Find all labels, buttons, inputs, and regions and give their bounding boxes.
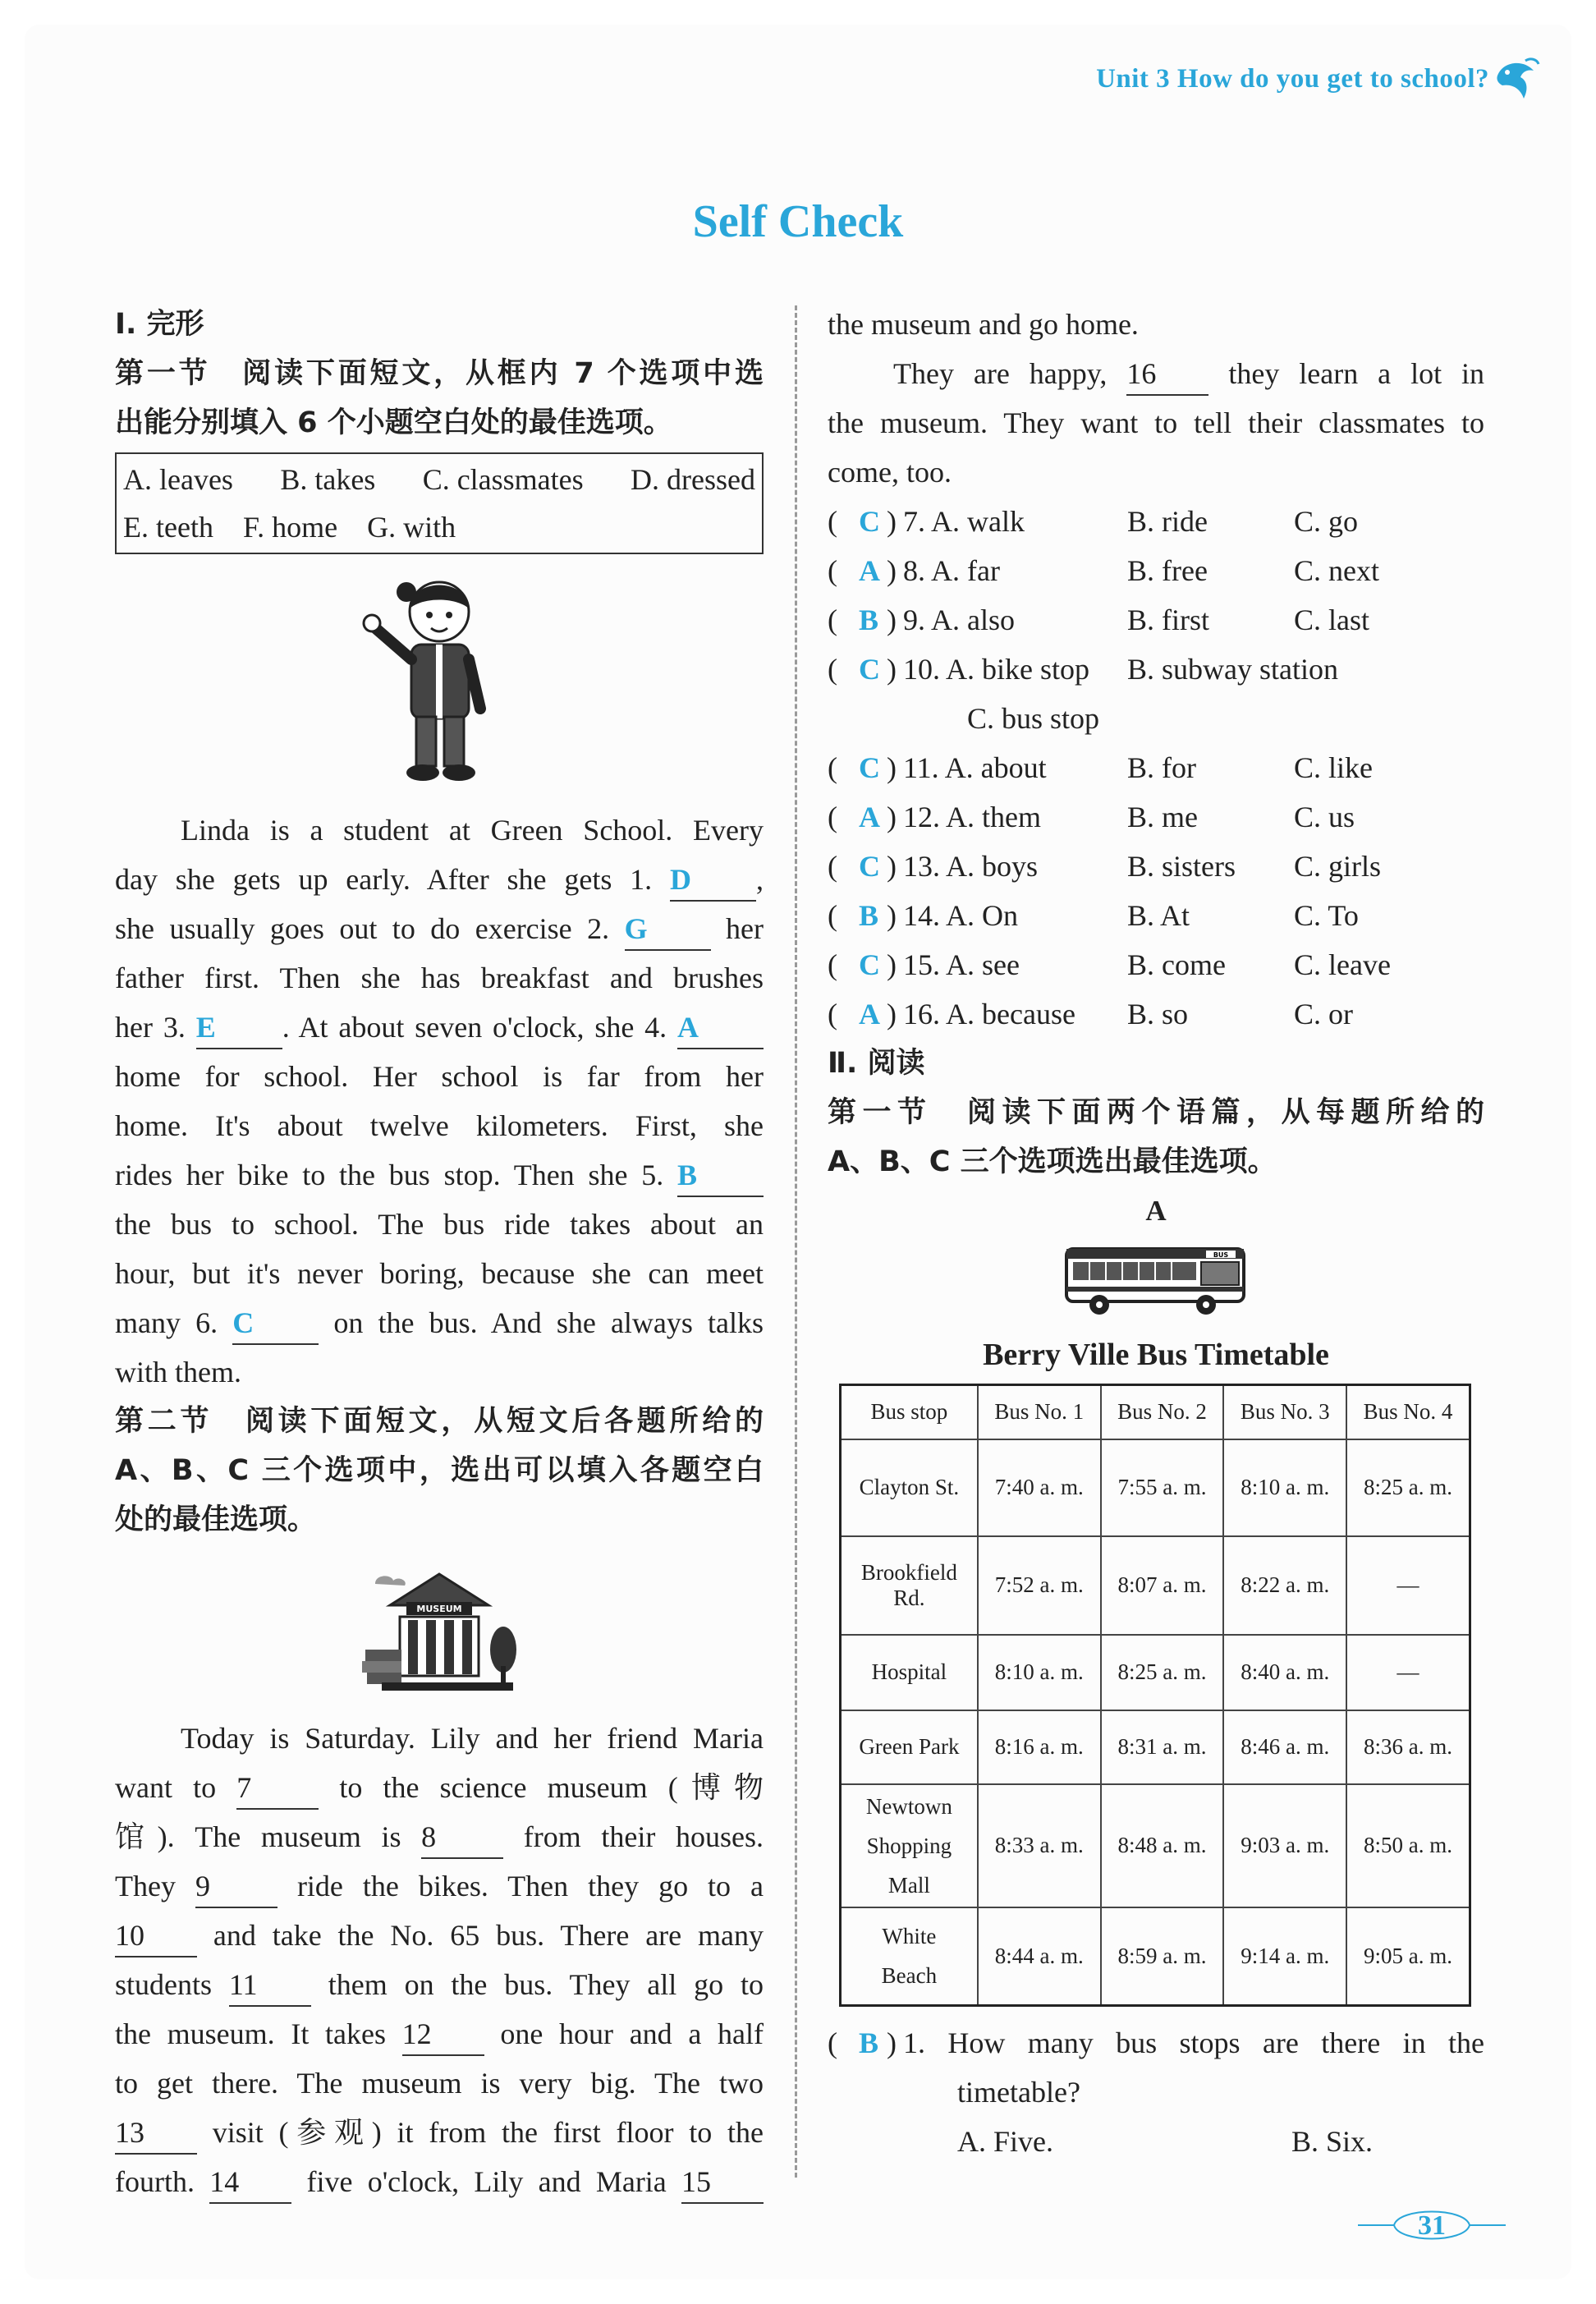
p2-line10: fourth. 14 five o'clock, Lily and Maria 15 bbox=[115, 2157, 764, 2206]
fish-logo-icon bbox=[1491, 51, 1540, 108]
table-row bbox=[841, 1784, 1470, 1907]
p2-continue-line1: the museum and go home. bbox=[828, 308, 1139, 341]
time-cell: 8:10 a. m. bbox=[978, 1635, 1101, 1710]
page-number-text: 31 bbox=[1418, 2210, 1446, 2241]
answer-blank-5[interactable]: B bbox=[677, 1154, 764, 1197]
part2-instruction-line3: 处的最佳选项。 bbox=[115, 1503, 317, 1536]
answer-10: C bbox=[859, 653, 880, 686]
blank-10[interactable]: 10 bbox=[115, 1915, 197, 1957]
timetable-header-row bbox=[841, 1385, 1470, 1439]
option-12b[interactable]: B. me bbox=[1127, 801, 1198, 833]
time-cell: 8:16 a. m. bbox=[978, 1710, 1101, 1784]
part2-instruction-line2: A、B、C 三个选项中，选出可以填入各题空白 bbox=[115, 1454, 764, 1487]
time-cell: 9:03 a. m. bbox=[1223, 1784, 1346, 1907]
blank-11[interactable]: 11 bbox=[229, 1964, 311, 2007]
answer-blank-2[interactable]: G bbox=[625, 908, 711, 951]
time-cell: — bbox=[1346, 1635, 1470, 1710]
option-14c[interactable]: C. To bbox=[1294, 899, 1359, 932]
left-column bbox=[115, 300, 764, 2206]
option-13a[interactable]: A. boys bbox=[946, 850, 1039, 883]
unit-header: Unit 3 How do you get to school? bbox=[1096, 64, 1489, 94]
p1-line11: many 6. C on the bus. And she always talks bbox=[115, 1298, 764, 1347]
answer-r1: B bbox=[859, 2026, 879, 2059]
passage-a-label: A bbox=[1145, 1195, 1167, 1227]
option-8a[interactable]: A. far bbox=[931, 554, 1000, 587]
option-9a[interactable]: A. also bbox=[931, 604, 1016, 636]
option-16a[interactable]: A. because bbox=[946, 998, 1075, 1030]
option-d: D. dressed bbox=[631, 463, 755, 496]
time-cell: 8:33 a. m. bbox=[978, 1784, 1101, 1907]
question-9: ( B ) 9. A. also B. first C. last bbox=[828, 595, 1484, 645]
girl-illustration bbox=[357, 569, 521, 791]
bus-timetable bbox=[839, 1384, 1471, 2007]
answer-blank-4[interactable]: A bbox=[677, 1007, 764, 1049]
p1-line3: she usually goes out to do exercise 2. G her bbox=[115, 904, 764, 953]
time-cell: 7:55 a. m. bbox=[1101, 1439, 1224, 1536]
time-cell: 8:07 a. m. bbox=[1101, 1536, 1224, 1635]
option-7b[interactable]: B. ride bbox=[1127, 505, 1208, 538]
time-cell: — bbox=[1346, 1536, 1470, 1635]
p2-line4: They 9 ride the bikes. Then they go to a bbox=[115, 1861, 764, 1911]
p2-continue-line3: the museum. They want to tell their classmates to bbox=[828, 406, 1484, 439]
p2-continue-line4: come, too. bbox=[828, 456, 952, 489]
option-13c[interactable]: C. girls bbox=[1294, 850, 1382, 883]
option-r1b[interactable]: B. Six. bbox=[1291, 2125, 1374, 2158]
time-cell: 7:52 a. m. bbox=[978, 1536, 1101, 1635]
page-number bbox=[1358, 2201, 1506, 2250]
header-bus-stop: Bus stop bbox=[841, 1385, 978, 1439]
time-cell: 8:36 a. m. bbox=[1346, 1710, 1470, 1784]
column-divider bbox=[795, 305, 797, 2178]
stop-name: Green Park bbox=[841, 1710, 978, 1784]
option-f: F. home bbox=[242, 511, 338, 544]
section1-heading: Ⅰ. 完形 bbox=[115, 308, 204, 341]
p1-line1: Linda is a student at Green School. Every bbox=[181, 814, 764, 847]
question-15: ( C ) 15. A. see B. come C. leave bbox=[828, 940, 1484, 989]
answer-12: A bbox=[859, 801, 880, 833]
question-list bbox=[828, 497, 1484, 1039]
time-cell: 8:25 a. m. bbox=[1101, 1635, 1224, 1710]
table-row bbox=[841, 1439, 1470, 1536]
blank-14[interactable]: 14 bbox=[209, 2161, 291, 2204]
stop-name: Newtown Shopping Mall bbox=[841, 1784, 978, 1907]
question-11: ( C ) 11. A. about B. for C. like bbox=[828, 743, 1484, 792]
museum-illustration bbox=[357, 1559, 521, 1699]
option-a: A. leaves bbox=[123, 463, 233, 496]
reading-question-1: ( B ) 1. How many bus stops are there in the bbox=[828, 2018, 1484, 2068]
p1-line8: rides her bike to the bus stop. Then she 5. B bbox=[115, 1150, 764, 1200]
p1-line9: the bus to school. The bus ride takes about an bbox=[115, 1208, 764, 1241]
part1-instruction-line1: 第一节 阅读下面短文，从框内 7 个选项中选 bbox=[115, 357, 764, 390]
question-7: ( C ) 7. A. walk B. ride C. go bbox=[828, 497, 1484, 546]
option-10b[interactable]: B. subway station bbox=[1127, 653, 1338, 686]
option-15b[interactable]: B. come bbox=[1127, 948, 1226, 981]
stop-name: Brookfield Rd. bbox=[841, 1536, 978, 1635]
option-14a[interactable]: A. On bbox=[946, 899, 1019, 932]
option-11b[interactable]: B. for bbox=[1127, 751, 1196, 784]
answer-13: C bbox=[859, 850, 880, 883]
option-g: G. with bbox=[367, 511, 456, 544]
table-row bbox=[841, 1536, 1470, 1635]
time-cell: 7:40 a. m. bbox=[978, 1439, 1101, 1536]
p1-line12: with them. bbox=[115, 1356, 241, 1388]
time-cell: 8:31 a. m. bbox=[1101, 1710, 1224, 1784]
section2-heading: Ⅱ. 阅读 bbox=[828, 1047, 925, 1080]
blank-12[interactable]: 12 bbox=[402, 2013, 484, 2056]
stop-name: White Beach bbox=[841, 1907, 978, 2006]
stop-name: Hospital bbox=[841, 1635, 978, 1710]
option-7c[interactable]: C. go bbox=[1294, 505, 1359, 538]
option-11c[interactable]: C. like bbox=[1294, 751, 1373, 784]
reading-question-1-options bbox=[828, 2117, 1484, 2166]
option-b: B. takes bbox=[280, 463, 376, 496]
question-16: ( A ) 16. A. because B. so C. or bbox=[828, 989, 1484, 1039]
blank-7[interactable]: 7 bbox=[236, 1767, 319, 1810]
p2-line6: students 11 them on the bus. They all go to bbox=[115, 1960, 764, 2009]
reading-question-1-line2: timetable? bbox=[957, 2076, 1080, 2109]
question-13: ( C ) 13. A. boys B. sisters C. girls bbox=[828, 842, 1484, 891]
p1-line5: her 3. E . At about seven o'clock, she 4. A bbox=[115, 1003, 764, 1052]
header-bus-1: Bus No. 1 bbox=[978, 1385, 1101, 1439]
option-9c[interactable]: C. last bbox=[1294, 604, 1370, 636]
time-cell: 8:48 a. m. bbox=[1101, 1784, 1224, 1907]
option-15a[interactable]: A. see bbox=[946, 948, 1020, 981]
answer-11: C bbox=[859, 751, 880, 784]
header-bus-4: Bus No. 4 bbox=[1346, 1385, 1470, 1439]
page-title: Self Check bbox=[692, 196, 904, 247]
option-e: E. teeth bbox=[123, 511, 213, 544]
part1-instruction-line2: 出能分别填入 6 个小题空白处的最佳选项。 bbox=[115, 406, 672, 439]
table-row bbox=[841, 1907, 1470, 2006]
time-cell: 8:22 a. m. bbox=[1223, 1536, 1346, 1635]
time-cell: 8:25 a. m. bbox=[1346, 1439, 1470, 1536]
header-bus-2: Bus No. 2 bbox=[1101, 1385, 1224, 1439]
answer-blank-6[interactable]: C bbox=[232, 1302, 319, 1345]
option-11a[interactable]: A. about bbox=[944, 751, 1047, 784]
question-10-continued bbox=[828, 694, 1484, 743]
museum-sign: MUSEUM bbox=[416, 1604, 462, 1614]
time-cell: 8:40 a. m. bbox=[1223, 1635, 1346, 1710]
answer-8: A bbox=[859, 554, 880, 587]
option-13b[interactable]: B. sisters bbox=[1127, 850, 1236, 883]
p2-line2: want to 7 to the science museum (博物 bbox=[115, 1763, 764, 1812]
p1-line2: day she gets up early. After she gets 1. D , bbox=[115, 855, 764, 904]
p1-line4: father first. Then she has breakfast and brushes bbox=[115, 962, 764, 994]
option-16c[interactable]: C. or bbox=[1294, 998, 1353, 1030]
answer-16: A bbox=[859, 998, 880, 1030]
p2-line7: the museum. It takes 12 one hour and a half bbox=[115, 2009, 764, 2058]
section2-instruction-line2: A、B、C 三个选项选出最佳选项。 bbox=[828, 1145, 1277, 1178]
option-c: C. classmates bbox=[422, 463, 584, 496]
p2-line5: 10 and take the No. 65 bus. There are many bbox=[115, 1911, 764, 1960]
blank-8[interactable]: 8 bbox=[421, 1816, 503, 1859]
option-r1a[interactable]: A. Five. bbox=[957, 2125, 1053, 2158]
time-cell: 8:44 a. m. bbox=[978, 1907, 1101, 2006]
stop-name: Clayton St. bbox=[841, 1439, 978, 1536]
p2-line3: 馆). The museum is 8 from their houses. bbox=[115, 1812, 764, 1861]
option-14b[interactable]: B. At bbox=[1127, 899, 1190, 932]
right-column bbox=[828, 300, 1484, 2166]
question-14: ( B ) 14. A. On B. At C. To bbox=[828, 891, 1484, 940]
question-8: ( A ) 8. A. far B. free C. next bbox=[828, 546, 1484, 595]
option-8b[interactable]: B. free bbox=[1127, 554, 1208, 587]
bus-sign: BUS bbox=[1213, 1251, 1229, 1259]
option-12a[interactable]: A. them bbox=[946, 801, 1041, 833]
time-cell: 8:10 a. m. bbox=[1223, 1439, 1346, 1536]
time-cell: 8:46 a. m. bbox=[1223, 1710, 1346, 1784]
header-bus-3: Bus No. 3 bbox=[1223, 1385, 1346, 1439]
time-cell: 8:59 a. m. bbox=[1101, 1907, 1224, 2006]
answer-blank-1[interactable]: D bbox=[670, 859, 756, 902]
part2-instruction-line1: 第二节 阅读下面短文，从短文后各题所给的 bbox=[115, 1405, 764, 1438]
option-7a[interactable]: A. walk bbox=[931, 505, 1025, 538]
option-16b[interactable]: B. so bbox=[1127, 998, 1189, 1030]
blank-16[interactable]: 16 bbox=[1126, 353, 1208, 396]
option-9b[interactable]: B. first bbox=[1127, 604, 1210, 636]
time-cell: 8:50 a. m. bbox=[1346, 1784, 1470, 1907]
option-10c[interactable]: C. bus stop bbox=[967, 702, 1100, 735]
blank-9[interactable]: 9 bbox=[195, 1866, 277, 1908]
answer-blank-3[interactable]: E bbox=[196, 1007, 282, 1049]
p1-line7: home. It's about twelve kilometers. First, she bbox=[115, 1109, 764, 1142]
timetable-title: Berry Ville Bus Timetable bbox=[983, 1338, 1329, 1372]
answer-15: C bbox=[859, 948, 880, 981]
bus-illustration bbox=[1062, 1241, 1250, 1320]
time-cell: 9:14 a. m. bbox=[1223, 1907, 1346, 2006]
p2-line8: to get there. The museum is very big. The two bbox=[115, 2067, 764, 2100]
answer-14: B bbox=[859, 899, 879, 932]
option-15c[interactable]: C. leave bbox=[1294, 948, 1391, 981]
p2-line1: Today is Saturday. Lily and her friend Maria bbox=[181, 1722, 764, 1755]
question-12: ( A ) 12. A. them B. me C. us bbox=[828, 792, 1484, 842]
question-10: ( C ) 10. A. bike stop B. subway station bbox=[828, 645, 1484, 694]
section2-instruction-line1: 第一节 阅读下面两个语篇，从每题所给的 bbox=[828, 1096, 1484, 1129]
answer-9: B bbox=[859, 604, 879, 636]
answer-7: C bbox=[859, 505, 880, 538]
option-12c[interactable]: C. us bbox=[1294, 801, 1355, 833]
time-cell: 9:05 a. m. bbox=[1346, 1907, 1470, 2006]
p1-line6: home for school. Her school is far from her bbox=[115, 1060, 764, 1093]
option-10a[interactable]: A. bike stop bbox=[946, 653, 1090, 686]
blank-13[interactable]: 13 bbox=[115, 2112, 197, 2155]
p2-line9: 13 visit (参观) it from the first floor to the bbox=[115, 2108, 764, 2157]
blank-15[interactable]: 15 bbox=[681, 2161, 764, 2204]
table-row bbox=[841, 1635, 1470, 1710]
option-8c[interactable]: C. next bbox=[1294, 554, 1379, 587]
table-row bbox=[841, 1710, 1470, 1784]
options-box bbox=[115, 452, 764, 554]
p1-line10: hour, but it's never boring, because she can meet bbox=[115, 1257, 764, 1290]
p2-continue-line2: They are happy, 16 they learn a lot in bbox=[828, 349, 1484, 398]
